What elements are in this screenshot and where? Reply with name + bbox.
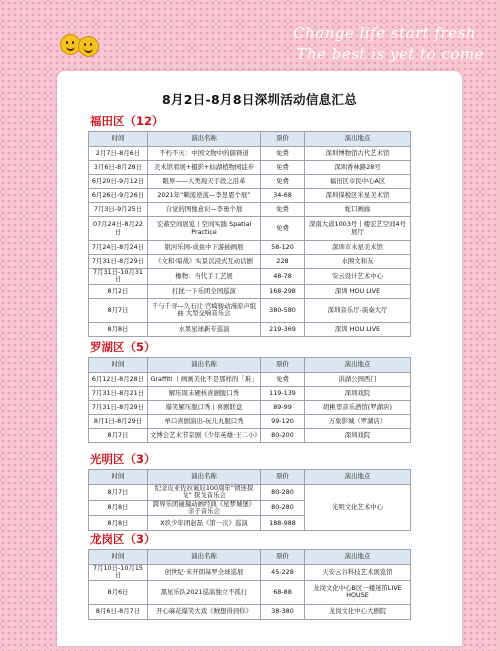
column-header: 票价 (261, 358, 305, 373)
column-header: 演出地点 (305, 550, 411, 565)
event-price: 免费 (261, 203, 305, 217)
event-price: 免费 (261, 175, 305, 189)
event-place: 深圳保税区米星美术馆 (305, 189, 411, 203)
table-row (89, 429, 411, 443)
event-name: 2021年“顺流逆流—李昱恩个展” (148, 189, 261, 203)
event-place: 深圳戏院 (305, 429, 411, 443)
event-date: 8月7日 (89, 298, 148, 322)
smiley-icon (78, 36, 99, 57)
table-row (89, 485, 411, 501)
table-row (89, 189, 411, 203)
table-row (89, 269, 411, 285)
events-table (88, 131, 411, 337)
event-name: 创世纪·米开朗基罗全球巡展 (148, 565, 261, 581)
column-header: 时间 (89, 358, 148, 373)
event-date: 7月31日-8月21日 (89, 387, 148, 401)
event-date: 8月7日 (89, 485, 148, 501)
district-title: 龙岗区（3） (90, 532, 156, 546)
event-price: 80-200 (261, 429, 305, 443)
event-place: 洪湖公园西门 (305, 373, 411, 387)
column-header: 票价 (261, 470, 305, 485)
table-row (89, 322, 411, 336)
event-name: 千与千寻—久石让·宫崎骏动漫原声组曲 大型交响音乐会 (148, 298, 261, 322)
event-price: 168-298 (261, 284, 305, 298)
event-name: 银河乐园-成鱼中下游插画展 (148, 241, 261, 255)
event-date: 8月1日-8月29日 (89, 415, 148, 429)
event-price: 38-380 (261, 604, 305, 619)
district-title: 光明区（3） (90, 452, 156, 466)
event-place: 安云设计艺术中心 (305, 269, 411, 285)
event-date: 7月10日-10月15日 (89, 565, 148, 581)
event-place: 龙岗文化中心大剧院 (305, 604, 411, 619)
column-header: 票价 (261, 550, 305, 565)
table-row (89, 401, 411, 415)
event-price: 228 (261, 255, 305, 269)
column-header: 演出名称 (148, 132, 261, 147)
events-table (88, 469, 411, 531)
event-date: 8月6日 (89, 580, 148, 604)
column-header: 票价 (261, 132, 305, 147)
event-date: 7月31日-10月31日 (89, 269, 148, 285)
event-name: 自觉的图像意识—李勇个展 (148, 203, 261, 217)
column-header: 演出名称 (148, 470, 261, 485)
table-row (89, 147, 411, 161)
event-name: 橡物：当代手工艺展 (148, 269, 261, 285)
column-header: 演出地点 (305, 470, 411, 485)
event-price: 380-580 (261, 298, 305, 322)
event-price: 80-280 (261, 500, 305, 516)
event-date: 8月8日 (89, 500, 148, 516)
event-name: X玖少年团赵磊《第一次》巡演 (148, 516, 261, 531)
event-price: 219-369 (261, 322, 305, 336)
event-name: 开心麻花爆笑大戏《贼想得到你》 (148, 604, 261, 619)
event-date: 6月26日-9月26日 (89, 189, 148, 203)
table-row (89, 415, 411, 429)
table-row (89, 175, 411, 189)
table-row (89, 298, 411, 322)
event-price: 80-280 (261, 485, 305, 501)
event-place: 深圳 HOU LIVE (305, 322, 411, 336)
event-name: 宏蓄空间展览丨空间实践 Spatial Practice (148, 217, 261, 241)
column-header: 演出名称 (148, 550, 261, 565)
district-title: 罗湖区（5） (90, 340, 156, 354)
event-place: 天安云谷科技艺术展览馆 (305, 565, 411, 581)
event-place: 福田区市民中心A区 (305, 175, 411, 189)
slogan-line: Change life start fresh (293, 24, 476, 42)
event-price: 99-120 (261, 415, 305, 429)
table-row (89, 217, 411, 241)
event-price: 68-88 (261, 580, 305, 604)
event-name: 爆笑解压脱口秀丨喜剧联盘 (148, 401, 261, 415)
column-header: 演出地点 (305, 358, 411, 373)
event-place: 深圳博物馆古代艺术馆 (305, 147, 411, 161)
event-place: 龙岗文化中心B区一楼迷笛LIVE HOUSE (305, 580, 411, 604)
table-row (89, 203, 411, 217)
event-price: 免费 (261, 373, 305, 387)
event-name: 纪念皮亚佐拉诞辰100周年“情迷探戈” 探戈音乐会 (148, 485, 261, 501)
event-price: 免费 (261, 147, 305, 161)
event-date: 6月20日-9月12日 (89, 175, 148, 189)
event-place: 胡桃里音乐酒馆(罗湖店) (305, 401, 411, 415)
event-name: 水果星球新专巡演 (148, 322, 261, 336)
event-date: 3月6日-8月28日 (89, 161, 148, 175)
event-name: 美术馆看展+摄影+仙湖植物园徒步 (148, 161, 261, 175)
event-name: 单口喜剧演出-玩儿丸脱口秀 (148, 415, 261, 429)
events-table (88, 549, 411, 620)
table-header-row (89, 550, 411, 565)
event-price: 58-120 (261, 241, 305, 255)
table-row (89, 284, 411, 298)
event-name: 《文和·暗战》实景沉浸式互动话剧 (148, 255, 261, 269)
event-place: 深圳音乐厅-演奏大厅 (305, 298, 411, 322)
event-name: 打扰一下乐团全国巡演 (148, 284, 261, 298)
event-name: 不朽不灭：中国文物中的儒释道 (148, 147, 261, 161)
event-date: 8月2日 (89, 284, 148, 298)
event-place: 深南大道1003号丨楼宏艺空间4号展厅 (305, 217, 411, 241)
event-date: 8月8日 (89, 516, 148, 531)
table-header-row (89, 132, 411, 147)
column-header: 演出名称 (148, 358, 261, 373)
event-place: 深圳香林路28号 (305, 161, 411, 175)
event-name: 黑星乐队2021巡演独立不孤行 (148, 580, 261, 604)
district-title: 福田区（12） (90, 114, 164, 128)
event-date: 8月8日 (89, 322, 148, 336)
table-row (89, 255, 411, 269)
table-row (89, 241, 411, 255)
event-name: 文博会艺术节京剧《少年英雄·王二小》 (148, 429, 261, 443)
event-place: 深圳市木星美术馆 (305, 241, 411, 255)
column-header: 演出地点 (305, 132, 411, 147)
event-name: 跨界乐团碰撞动画经典《星梦城堡》亲子音乐会 (148, 500, 261, 516)
event-price: 45-228 (261, 565, 305, 581)
column-header: 时间 (89, 550, 148, 565)
event-price: 89-99 (261, 401, 305, 415)
event-price: 119-139 (261, 387, 305, 401)
event-name: 解压周末硬核喜剧脱口秀 (148, 387, 261, 401)
event-date: 8月7日 (89, 429, 148, 443)
event-place: 蛇口画廊 (305, 203, 411, 217)
event-place: 深圳戏院 (305, 387, 411, 401)
event-place: 深圳 HOU LIVE (305, 284, 411, 298)
event-date: 8月6日-8月7日 (89, 604, 148, 619)
event-place: 光明文化艺术中心 (305, 485, 411, 531)
column-header: 时间 (89, 470, 148, 485)
event-price: 188-988 (261, 516, 305, 531)
page-title: 8月2日-8月8日深圳活动信息汇总 (161, 92, 358, 107)
event-date: 7月24日-8月24日 (89, 241, 148, 255)
event-price: 免费 (261, 217, 305, 241)
table-row (89, 373, 411, 387)
column-header: 时间 (89, 132, 148, 147)
event-name: 眼界——人类现天手段之沿革 (148, 175, 261, 189)
event-date: 7月3日-9月25日 (89, 203, 148, 217)
events-table (88, 357, 411, 443)
event-place: 万象影城（罗湖店） (305, 415, 411, 429)
table-header-row (89, 358, 411, 373)
event-date: 6月12日-8月28日 (89, 373, 148, 387)
slogan-line: The best is yet to come (296, 45, 484, 63)
table-header-row (89, 470, 411, 485)
table-row (89, 604, 411, 619)
event-date: 2月7日-8月6日 (89, 147, 148, 161)
event-name: Graffiti 丨画画美化不是那样的「难」 (148, 373, 261, 387)
table-row (89, 387, 411, 401)
event-price: 34-68 (261, 189, 305, 203)
table-row (89, 565, 411, 581)
event-price: 48-78 (261, 269, 305, 285)
event-date: 7月31日-8月29日 (89, 255, 148, 269)
event-place: 水围文和友 (305, 255, 411, 269)
table-row (89, 161, 411, 175)
event-date: 07月24日-8月22日 (89, 217, 148, 241)
table-row (89, 580, 411, 604)
event-price: 免费 (261, 161, 305, 175)
event-date: 7月31日-8月29日 (89, 401, 148, 415)
